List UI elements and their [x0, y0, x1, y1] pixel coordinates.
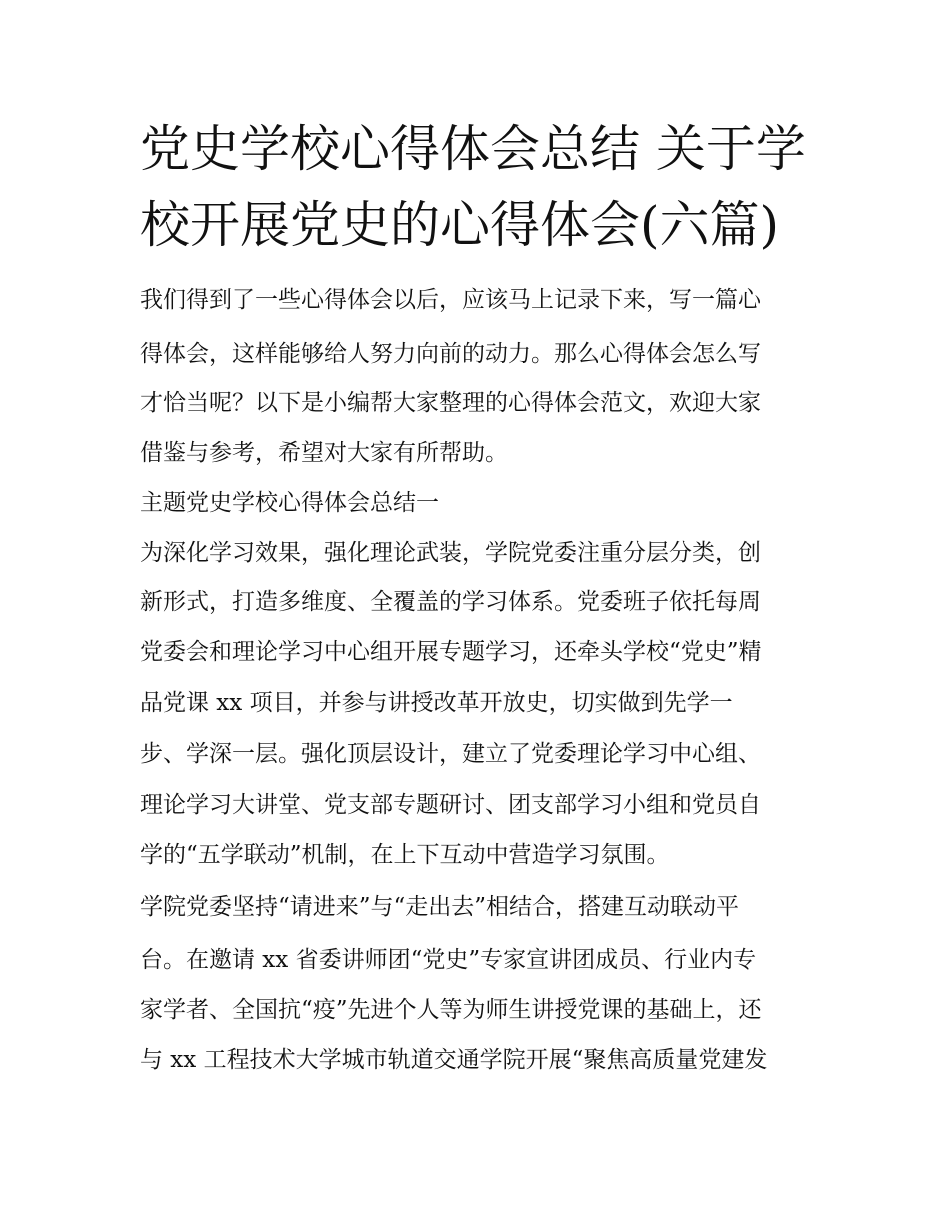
body-paragraph-line: 步、学深一层。强化顶层设计，建立了党委理论学习中心组、 [140, 741, 761, 767]
body-paragraph-line: 新形式，打造多维度、全覆盖的学习体系。党委班子依托每周 [140, 589, 761, 615]
intro-paragraph-line: 得体会，这样能够给人努力向前的动力。那么心得体会怎么写 [140, 341, 761, 367]
body-paragraph-line: 品党课 xx 项目，并参与讲授改革开放史，切实做到先学一 [140, 690, 733, 716]
intro-paragraph-line: 借鉴与参考，希望对大家有所帮助。 [140, 440, 508, 466]
document-title-line-2: 校开展党史的心得体会(六篇) [140, 196, 780, 254]
document-title-line-1: 党史学校心得体会总结 关于学 [140, 120, 806, 178]
body-paragraph-line: 学的“五学联动”机制，在上下互动中营造学习氛围。 [140, 842, 670, 868]
body-paragraph-line: 为深化学习效果，强化理论武装，学院党委注重分层分类，创 [140, 540, 761, 566]
body-paragraph-line: 党委会和理论学习中心组开展专题学习，还牵头学校“党史”精 [140, 639, 762, 665]
body-paragraph-line: 理论学习大讲堂、党支部专题研讨、团支部学习小组和党员自 [140, 792, 761, 818]
section-heading: 主题党史学校心得体会总结一 [140, 490, 439, 516]
body-paragraph-line: 与 xx 工程技术大学城市轨道交通学院开展“聚焦高质量党建发 [140, 1047, 768, 1073]
body-paragraph-line: 台。在邀请 xx 省委讲师团“党史”专家宣讲团成员、行业内专 [140, 947, 757, 973]
intro-paragraph-line: 才恰当呢？以下是小编帮大家整理的心得体会范文，欢迎大家 [140, 390, 761, 416]
body-paragraph-line: 家学者、全国抗“疫”先进个人等为师生讲授党课的基础上，还 [140, 997, 762, 1023]
intro-paragraph-line: 我们得到了一些心得体会以后，应该马上记录下来，写一篇心 [140, 287, 761, 313]
body-paragraph-line: 学院党委坚持“请进来”与“走出去”相结合，搭建互动联动平 [140, 894, 740, 920]
